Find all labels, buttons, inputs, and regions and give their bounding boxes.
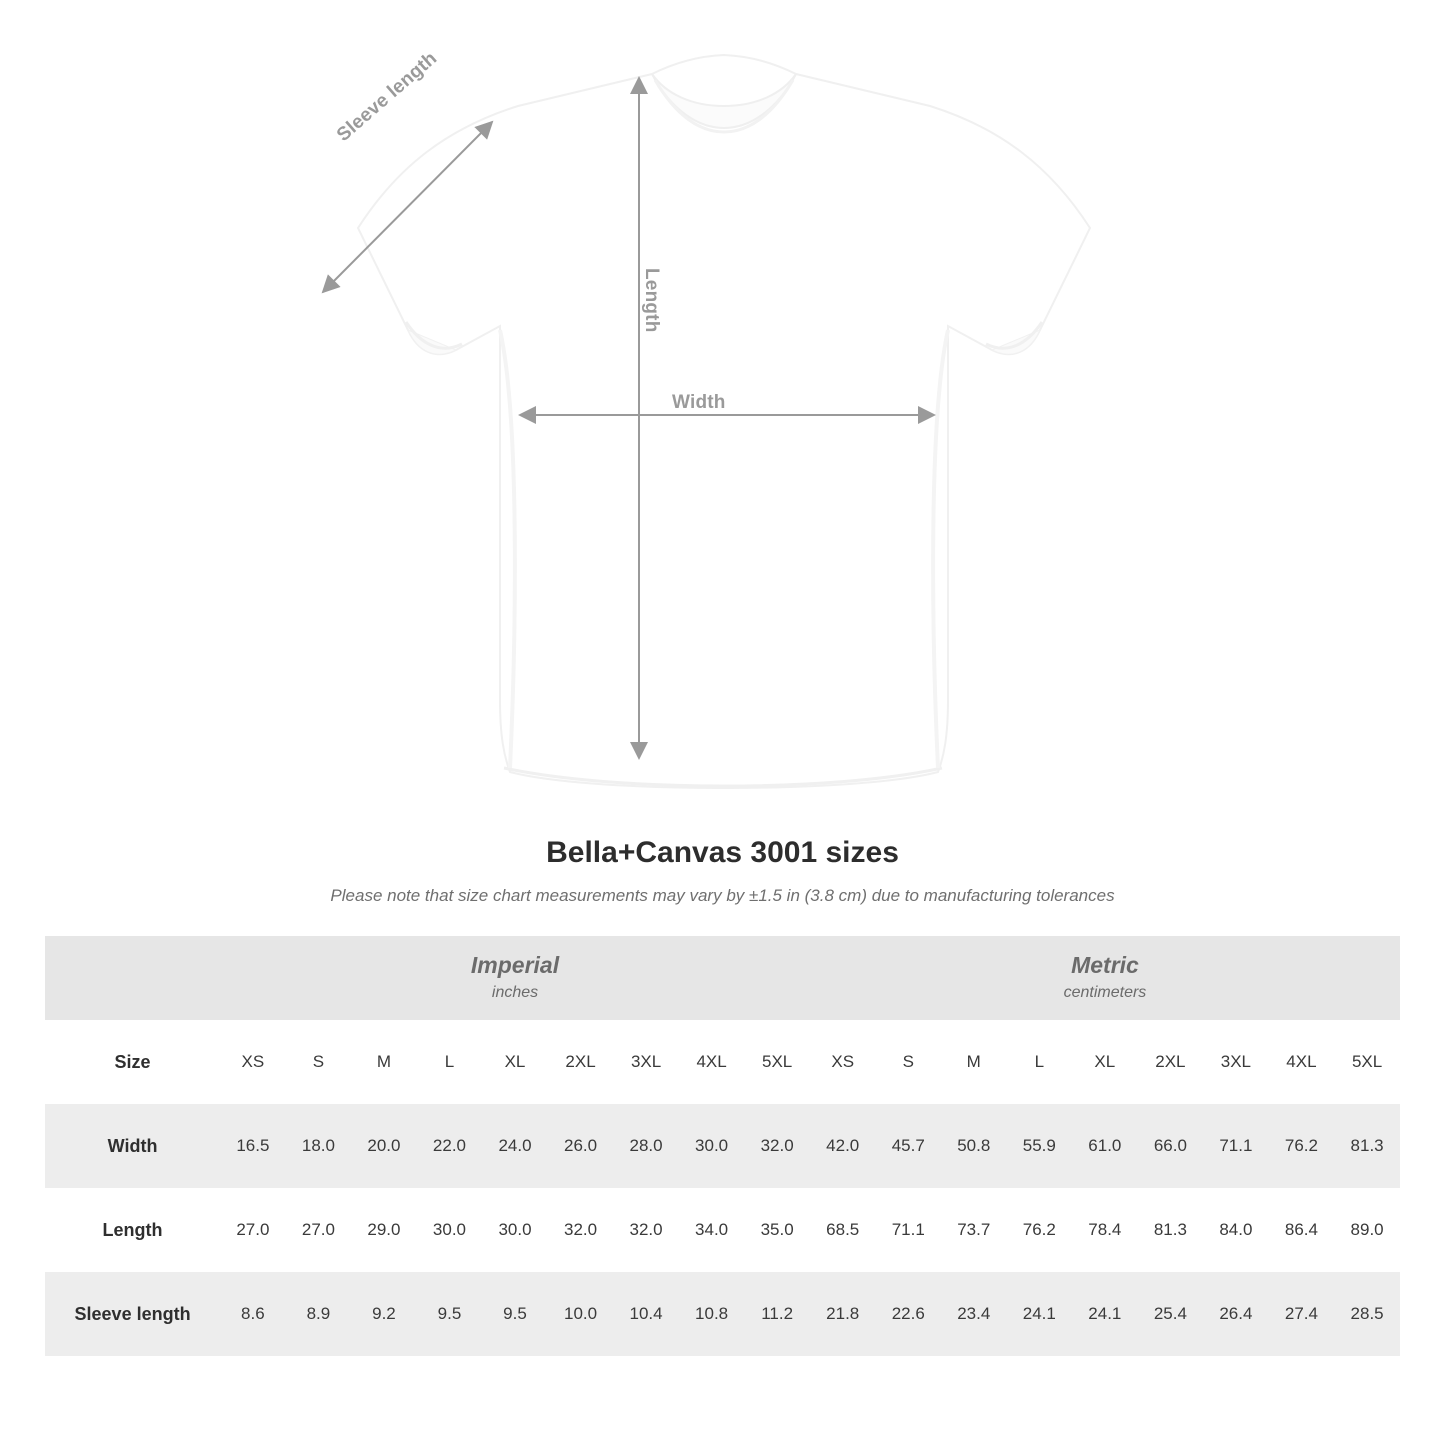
- header-size-4xl-imperial: 4XL: [679, 1020, 745, 1104]
- unit-group-metric-name: Metric: [1071, 951, 1139, 978]
- cell-length-13: 78.4: [1072, 1188, 1138, 1272]
- cell-width-16: 76.2: [1269, 1104, 1335, 1188]
- width-label: Width: [672, 392, 726, 413]
- cell-width-7: 30.0: [679, 1104, 745, 1188]
- cell-length-7: 34.0: [679, 1188, 745, 1272]
- cell-length-14: 81.3: [1138, 1188, 1204, 1272]
- header-size-m-metric: M: [941, 1020, 1007, 1104]
- row-label-length: Length: [45, 1188, 220, 1272]
- cell-sleeve-9: 21.8: [810, 1272, 876, 1356]
- table-row-sleeve-length: [45, 1272, 1400, 1356]
- cell-length-9: 68.5: [810, 1188, 876, 1272]
- size-header-row: [45, 1020, 1400, 1104]
- header-size-xs-metric: XS: [810, 1020, 876, 1104]
- table-row-length: [45, 1188, 1400, 1272]
- cell-width-12: 55.9: [1007, 1104, 1073, 1188]
- cell-length-5: 32.0: [548, 1188, 614, 1272]
- cell-length-12: 76.2: [1007, 1188, 1073, 1272]
- cell-width-6: 28.0: [613, 1104, 679, 1188]
- page-title: Bella+Canvas 3001 sizes: [546, 836, 899, 869]
- header-size-s-metric: S: [875, 1020, 941, 1104]
- cell-sleeve-17: 28.5: [1334, 1272, 1400, 1356]
- header-size-l-metric: L: [1007, 1020, 1073, 1104]
- size-table-wrapper: [45, 936, 1400, 1356]
- cell-sleeve-10: 22.6: [875, 1272, 941, 1356]
- row-label-width: Width: [45, 1104, 220, 1188]
- cell-length-6: 32.0: [613, 1188, 679, 1272]
- size-table: [45, 936, 1400, 1356]
- cell-length-16: 86.4: [1269, 1188, 1335, 1272]
- cell-width-5: 26.0: [548, 1104, 614, 1188]
- cell-width-0: 16.5: [220, 1104, 286, 1188]
- cell-length-11: 73.7: [941, 1188, 1007, 1272]
- row-label-sleeve-length: Sleeve length: [45, 1272, 220, 1356]
- cell-length-8: 35.0: [744, 1188, 810, 1272]
- title-block: [0, 836, 1445, 906]
- header-size-5xl-metric: 5XL: [1334, 1020, 1400, 1104]
- cell-width-15: 71.1: [1203, 1104, 1269, 1188]
- header-size-3xl-imperial: 3XL: [613, 1020, 679, 1104]
- sleeve-length-label: Sleeve length: [333, 47, 442, 146]
- cell-width-3: 22.0: [417, 1104, 483, 1188]
- cell-sleeve-15: 26.4: [1203, 1272, 1269, 1356]
- header-size-xs-imperial: XS: [220, 1020, 286, 1104]
- unit-group-imperial: [220, 936, 810, 1020]
- cell-length-15: 84.0: [1203, 1188, 1269, 1272]
- unit-group-row: [45, 936, 1400, 1020]
- cell-sleeve-0: 8.6: [220, 1272, 286, 1356]
- header-size-m-imperial: M: [351, 1020, 417, 1104]
- cell-sleeve-1: 8.9: [286, 1272, 352, 1356]
- cell-length-17: 89.0: [1334, 1188, 1400, 1272]
- cell-length-1: 27.0: [286, 1188, 352, 1272]
- cell-width-2: 20.0: [351, 1104, 417, 1188]
- cell-width-9: 42.0: [810, 1104, 876, 1188]
- header-size-s-imperial: S: [286, 1020, 352, 1104]
- cell-width-4: 24.0: [482, 1104, 548, 1188]
- table-row-width: [45, 1104, 1400, 1188]
- cell-width-10: 45.7: [875, 1104, 941, 1188]
- header-size-2xl-metric: 2XL: [1138, 1020, 1204, 1104]
- header-size-4xl-metric: 4XL: [1269, 1020, 1335, 1104]
- length-label: Length: [641, 268, 662, 333]
- cell-width-1: 18.0: [286, 1104, 352, 1188]
- cell-sleeve-7: 10.8: [679, 1272, 745, 1356]
- cell-width-14: 66.0: [1138, 1104, 1204, 1188]
- cell-sleeve-14: 25.4: [1138, 1272, 1204, 1356]
- cell-length-10: 71.1: [875, 1188, 941, 1272]
- tolerance-note: Please note that size chart measurements may vary by ±1.5 in (3.8 cm) due to manufacturing tolerances: [330, 886, 1115, 905]
- cell-length-3: 30.0: [417, 1188, 483, 1272]
- unit-group-metric-unit: centimeters: [1063, 983, 1147, 1001]
- unit-group-metric: [810, 936, 1400, 1020]
- tshirt-shape: [358, 55, 1090, 788]
- header-size-label: Size: [45, 1020, 220, 1104]
- cell-sleeve-4: 9.5: [482, 1272, 548, 1356]
- cell-sleeve-16: 27.4: [1269, 1272, 1335, 1356]
- header-size-xl-metric: XL: [1072, 1020, 1138, 1104]
- cell-length-0: 27.0: [220, 1188, 286, 1272]
- unit-group-imperial-unit: inches: [491, 983, 539, 1001]
- cell-sleeve-3: 9.5: [417, 1272, 483, 1356]
- header-size-l-imperial: L: [417, 1020, 483, 1104]
- cell-sleeve-2: 9.2: [351, 1272, 417, 1356]
- header-size-xl-imperial: XL: [482, 1020, 548, 1104]
- cell-sleeve-8: 11.2: [744, 1272, 810, 1356]
- header-size-2xl-imperial: 2XL: [548, 1020, 614, 1104]
- cell-length-4: 30.0: [482, 1188, 548, 1272]
- unit-group-imperial-name: Imperial: [470, 951, 560, 978]
- header-size-5xl-imperial: 5XL: [744, 1020, 810, 1104]
- cell-width-17: 81.3: [1334, 1104, 1400, 1188]
- cell-sleeve-11: 23.4: [941, 1272, 1007, 1356]
- header-size-3xl-metric: 3XL: [1203, 1020, 1269, 1104]
- cell-length-2: 29.0: [351, 1188, 417, 1272]
- cell-sleeve-6: 10.4: [613, 1272, 679, 1356]
- cell-sleeve-5: 10.0: [548, 1272, 614, 1356]
- cell-width-8: 32.0: [744, 1104, 810, 1188]
- cell-width-13: 61.0: [1072, 1104, 1138, 1188]
- cell-sleeve-12: 24.1: [1007, 1272, 1073, 1356]
- cell-width-11: 50.8: [941, 1104, 1007, 1188]
- cell-sleeve-13: 24.1: [1072, 1272, 1138, 1356]
- unit-row-spacer: [45, 936, 220, 1020]
